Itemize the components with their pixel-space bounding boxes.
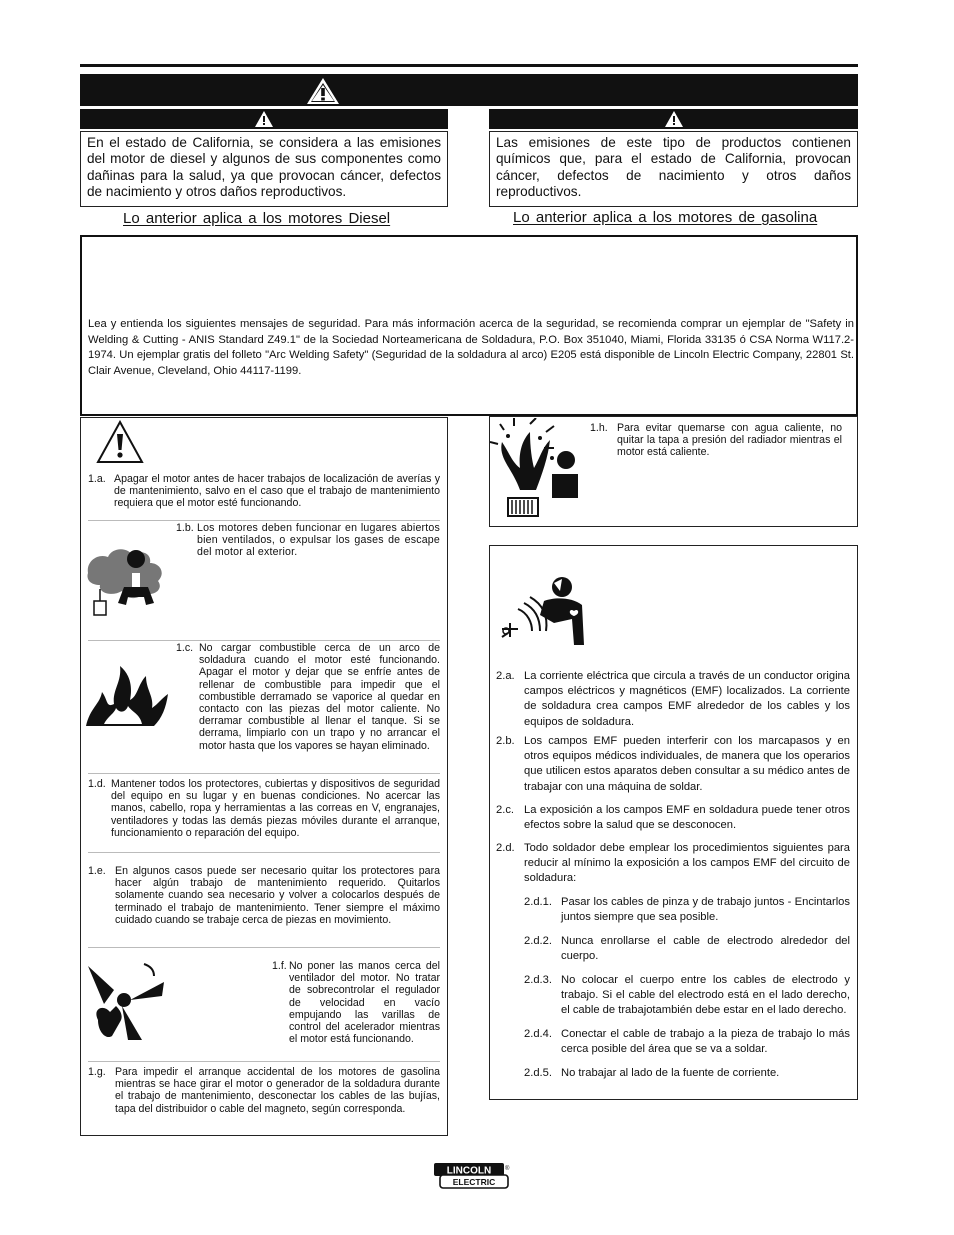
list-item: 2.d.4. Conectar el cable de trabajo a la pieza de trabajo lo más cerca posible del área que se va a soldar. xyxy=(524,1028,850,1056)
top-rule xyxy=(80,64,858,67)
california-diesel-header xyxy=(80,109,448,129)
hot-coolant-spray-icon xyxy=(490,418,586,520)
diesel-applies-label: Lo anterior aplica a los motores Diesel xyxy=(123,210,391,227)
logo-line2: ELECTRIC xyxy=(452,1177,496,1188)
warning-triangle-icon xyxy=(664,110,684,128)
lincoln-electric-logo xyxy=(434,1163,510,1189)
exhaust-fumes-icon xyxy=(84,543,170,619)
list-item: 1.e. En algunos casos puede ser necesario quitar los protectores para hacer algún trabajo de mantenimiento requerido. Quitarlos solamente cuando sea necesario y volver a colocarlos después de terminado el trabajo de mantenimiento. Tener siempre el máximo cuidado cuando se trabaje cerca de piezas en movimiento. xyxy=(88,865,440,926)
list-item: 2.d.1. Pasar los cables de pinza y de trabajo juntos - Encintarlos juntos siempre que sea posible. xyxy=(524,896,850,924)
divider xyxy=(88,852,440,853)
safety-intro-box xyxy=(80,235,858,416)
divider xyxy=(88,520,440,521)
california-gas-text: Las emisiones de este tipo de productos contienen químicos que, para el estado de California, provocan cáncer, defectos de nacimiento y otros daños reproductivos. xyxy=(489,131,858,207)
emf-welder-icon xyxy=(500,571,590,651)
list-item: 2.d.3. No colocar el cuerpo entre los cables de electrodo y trabajo. Si el cable del electrodo está en el lado derecho, el cable de trabajotambién debe estar en el lado derecho. xyxy=(524,974,850,1017)
warning-triangle-icon xyxy=(305,76,341,106)
list-item: 2.d. Todo soldador debe emplear los procedimientos siguientes para reducir al mínimo la exposición a los campos EMF del circuito de soldadura: xyxy=(496,842,850,885)
list-item: 1.d. Mantener todos los protectores, cubiertas y dispositivos de seguridad del equipo en su lugar y en buenas condiciones. No acercar las manos, cabello, ropa y herramientas a las correas en V, engranajes, ventiladores y todas las demás piezas móviles durante el arranque, funcionamiento o reparación del equipo. xyxy=(88,778,440,839)
flame-icon xyxy=(84,660,170,728)
list-item: 1.c. No cargar combustible cerca de un arco de soldadura cuando el motor esté funcionando. Apagar el motor y dejar que se enfríe antes de rellenar de combustible para impedir que el combustible derramado se vaporice al quedar en contacto con las piezas del motor caliente. No derramar combustible al llenar el tanque. Si se derrama, limpiarlo con un trapo y no arrancar el motor hasta que los vapores se hayan eliminado. xyxy=(176,642,440,752)
list-item: 1.f. No poner las manos cerca del ventilador del motor. No tratar de sobrecontrolar el regulador de velocidad en vacío empujando las varillas de control del acelerador mientras el motor está funcionando. xyxy=(272,960,440,1046)
logo-registered-mark: ® xyxy=(505,1166,510,1172)
logo-line1: LINCOLN xyxy=(446,1165,492,1177)
divider xyxy=(88,773,440,774)
california-gas-header xyxy=(489,109,858,129)
california-diesel-text: En el estado de California, se considera a las emisiones del motor de diesel y algunos de sus componentes como dañinas para la salud, ya que provocan cáncer, defectos de nacimiento y otros daños reproductivos. xyxy=(80,131,448,207)
list-item: 2.d.5. No trabajar al lado de la fuente de corriente. xyxy=(524,1067,780,1079)
list-item: 1.a. Apagar el motor antes de hacer trabajos de localización de averías y de mantenimiento, salvo en el caso que el trabajo de mantenimiento requiera que el motor esté funcionando. xyxy=(88,473,440,510)
list-item: 2.c. La exposición a los campos EMF en soldadura puede tener otros efectos sobre la salud que se desconocen. xyxy=(496,804,850,832)
divider xyxy=(88,640,440,641)
list-item: 2.a. La corriente eléctrica que circula a través de un conductor origina campos eléctricos y magnéticos (EMF) localizados. La corriente de soldadura crea campos EMF alrededor de los cables y los equipos de soldadura. xyxy=(496,670,850,728)
list-item: 1.h. Para evitar quemarse con agua caliente, no quitar la tapa a presión del radiador mientras el motor está caliente. xyxy=(590,422,842,459)
warning-triangle-icon xyxy=(96,420,144,464)
safety-intro-text: Lea y entienda los siguientes mensajes de seguridad. Para más información acerca de la seguridad, se recomienda comprar un ejemplar de "Safety in Welding & Cutting - ANIS Standard Z49.1" de la Sociedad Norteamericana de Soldadura, P.O. Box 351040, Miami, Florida 33135 ó CSA Norma W117.2-1974. Un ejemplar gratis del folleto "Arc Welding Safety" (Seguridad de la soldadura al arco) E205 está disponible de Lincoln Electric Company, 22801 St. Clair Avenue, Cleveland, Ohio 44117-1199. xyxy=(88,318,854,377)
list-item: 2.d.2. Nunca enrollarse el cable de electrodo alrededor del cuerpo. xyxy=(524,935,850,963)
list-item: 1.b. Los motores deben funcionar en lugares abiertos bien ventilados, o expulsar los gases de escape del motor al exterior. xyxy=(176,522,440,559)
gas-applies-label: Lo anterior aplica a los motores de gasolina xyxy=(513,209,818,226)
divider xyxy=(88,1061,440,1062)
list-item: 2.b. Los campos EMF pueden interferir con los marcapasos y en otros equipos médicos individuales, de manera que los operarios que utilicen estos aparatos deben consultar a su médico antes de trabajar con una máquina de soldar. xyxy=(496,735,850,793)
warning-banner xyxy=(80,74,858,106)
fan-hand-hazard-icon xyxy=(84,960,168,1044)
list-item: 1.g. Para impedir el arranque accidental de los motores de gasolina mientras se hace girar el motor o generador de la soldadura durante el trabajo de mantenimiento, desconectar los cables de las bujías, tapa del distribuidor o cable del magneto, según corresponda. xyxy=(88,1066,440,1115)
warning-triangle-icon xyxy=(254,110,274,128)
divider xyxy=(88,947,440,948)
